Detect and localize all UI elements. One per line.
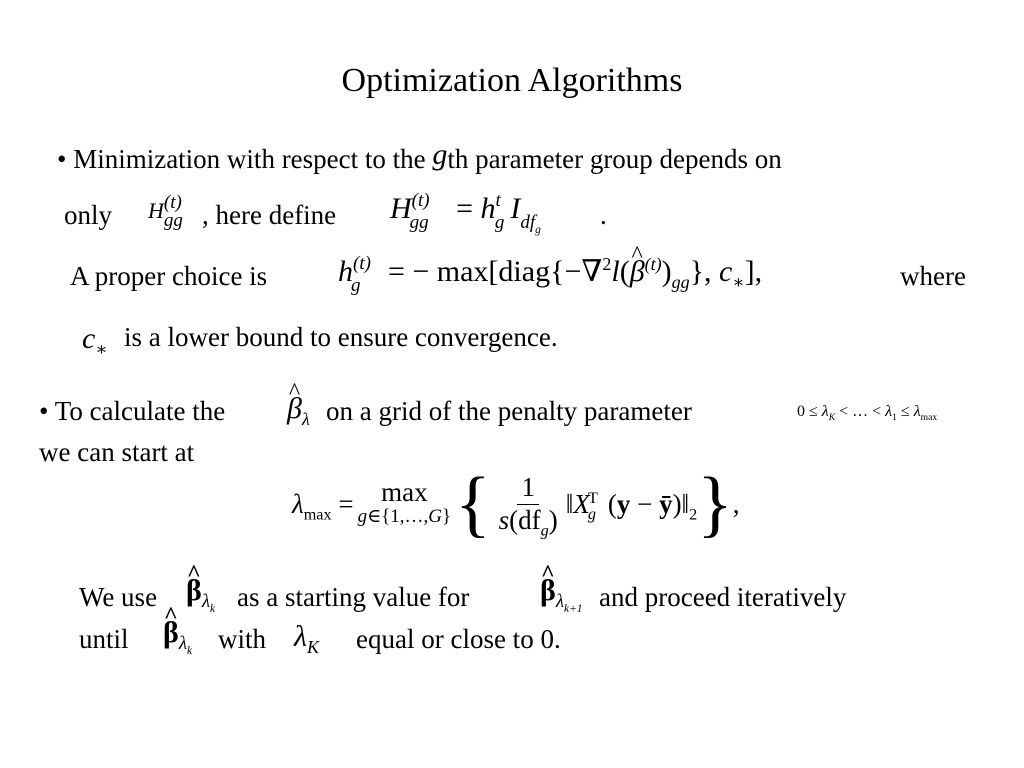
bullet1-where: where: [900, 261, 966, 291]
bullet1-only: only: [64, 200, 113, 230]
bullet1-line1-pre: • Minimization with respect to the: [57, 144, 433, 174]
formula-define-H: $H^{(t)}_{gg} = h^t_g$ $I_{df_g}$: [390, 190, 541, 236]
para-we-use: We use: [79, 582, 158, 612]
bullet1-cstar-tail: is a lower bound to ensure convergence.: [124, 322, 558, 352]
bullet2-mid: on a grid of the penalty parameter: [326, 396, 692, 426]
g-symbol: g: [432, 138, 448, 171]
formula-c-star: $c_∗$: [82, 322, 108, 359]
bullet2-start: we can start at: [39, 437, 195, 467]
bullet1-here-define: , here define: [202, 200, 337, 230]
formula-beta-lambda: ^ $\beta_\lambda$: [287, 392, 310, 426]
formula-beta-lambda-k: ^ $\beta_{\lambda_k}$: [186, 574, 215, 609]
para-until: until: [79, 624, 129, 654]
bullet1-line1-post: th parameter group depends on: [447, 144, 782, 174]
bullet1-line1: [57, 138, 782, 175]
formula-lambda-K: $\lambda_K$: [294, 620, 320, 657]
para-proceed: and proceed iteratively: [599, 582, 847, 612]
bullet1-proper-choice: A proper choice is: [70, 261, 268, 291]
formula-beta-lambda-k1: ^ $\beta_{\lambda_{k+1}}$: [540, 574, 582, 609]
bullet1-period: .: [600, 200, 607, 230]
formula-proper-choice: $h^{(t)}_g$ = − max[diag{−∇$^2$l(^ $\beta^{(t)})_{gg}$}, $c_∗$],: [338, 254, 762, 289]
para-equal: equal or close to 0.: [356, 624, 561, 654]
para-as-start: as a starting value for: [237, 582, 470, 612]
formula-H-gg: H(t)gg: [148, 192, 183, 231]
slide-title: Optimization Algorithms: [341, 62, 683, 99]
formula-beta-lambda-k-2: ^ $\beta_{\lambda_k}$: [163, 616, 192, 651]
formula-lambda-max: $\lambda_{max}$ = max g∈{1,…,G} { $\frac{1}{s(df_g)}$ $‖X_g^T$ $(y - ȳ)‖_2$ } ,: [292, 463, 740, 545]
para-with: with: [218, 624, 267, 654]
formula-lambda-grid: $0 \le \lambda_K$ < … < $\lambda_1 \le \lambda_{max}$: [797, 403, 938, 424]
bullet2-pre: • To calculate the: [39, 396, 226, 426]
